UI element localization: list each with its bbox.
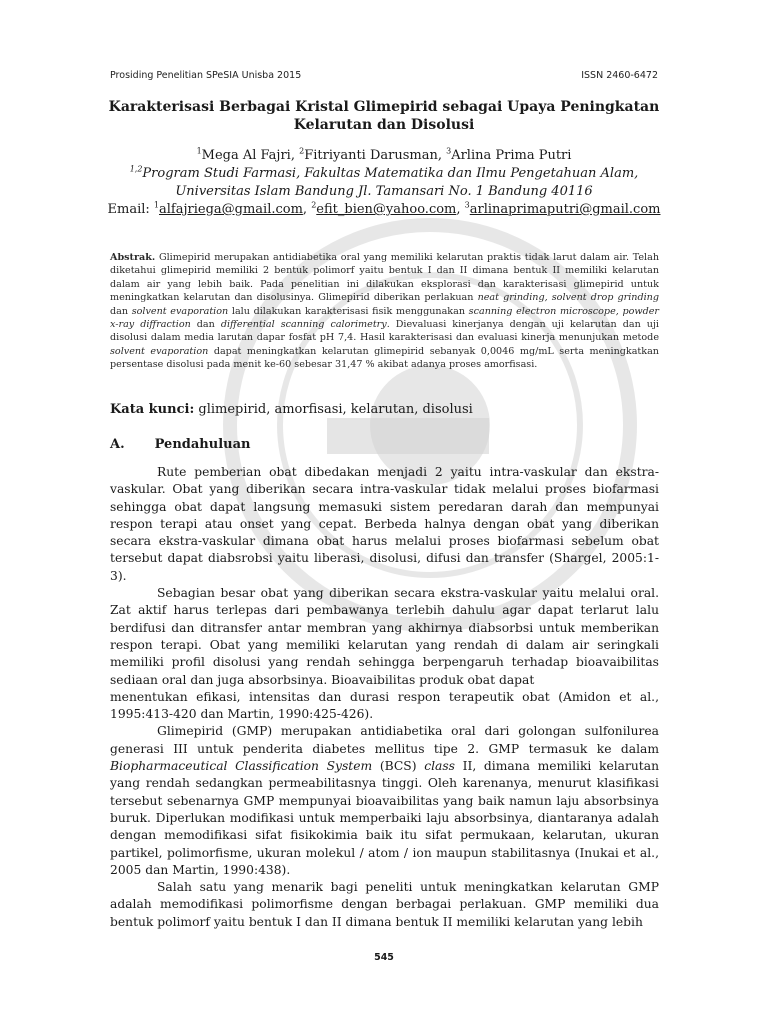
paragraph: Sebagian besar obat yang diberikan secara ekstra-vaskular yaitu melalui oral. Zat aktif harus terlepas dari pembawanya terlebih dahulu agar dapat terlarut lalu berdifusi dan ditransfer antar membran yang akhirnya diabsorbsi untuk memberikan respon terapi. Obat yang memiliki kelarutan yang rendah di dalam air seringkali memiliki profil disolusi yang rendah sehingga berpengaruh terhadap bioavaibilitas sediaan oral dan juga absorbsinya. Bioavaibilitas produk obat dapat (110, 586, 659, 687)
author-names: $^1$Mega Al Fajri, $^2$Fitriyanti Darusman, $^3$Arlina Prima Putri (196, 146, 572, 163)
keywords (110, 402, 659, 417)
paragraph-continuation: menentukan efikasi, intensitas dan durasi respon terapeutik obat (Amidon et al., 1995:413-420 dan Martin, 1990:425-426). (110, 689, 659, 722)
email-link-3[interactable]: arlinaprimaputri@gmail.com (469, 202, 661, 217)
section-title: Pendahuluan (154, 437, 251, 452)
affiliation: $^{1,2}$Program Studi Farmasi, Fakultas Matematika dan Ilmu Pengetahuan Alam, (129, 164, 639, 181)
affiliation-address: Universitas Islam Bandung Jl. Tamansari No. 1 Bandung 40116 (175, 184, 593, 199)
email-line: Email: $^1$alfajriega@gmail.com, $^2$efit_bien@yahoo.com, $^3$arlinaprimaputri@gmail.com (107, 200, 661, 217)
abstract: Abstrak. Glimepirid merupakan antidiabetika oral yang memiliki kelarutan praktis tidak larut dalam air. Telah diketahui glimepirid memiliki 2 bentuk polimorf yaitu bentuk I dan II dimana bentuk II memiliki kelarutan dalam air yang lebih baik. Pada penelitian ini dilakukan eksplorasi dan karakterisasi glimepirid untuk meningkatkan kelarutan dan disolusinya. Glimepirid diberikan perlakuan neat grinding, solvent drop grinding dan solvent evaporation lalu dilakukan karakterisasi fisik menggunakan scanning electron microscope, powder x-ray diffraction dan differential scanning calorimetry. Dievaluasi kinerjanya dengan uji kelarutan dan uji disolusi dalam media larutan dapar fosfat pH 7,4. Hasil karakterisasi dan evaluasi kinerja menunjukan metode solvent evaporation dapat meningkatkan kelarutan glimepirid sebanyak 0,0046 mg/mL serta meningkatkan persentase disolusi pada menit ke-60 sebesar 31,47 % akibat adanya proses amorfisasi. (110, 252, 660, 371)
email-link-1[interactable]: alfajriega@gmail.com (159, 202, 303, 217)
section-number: A. (110, 437, 125, 452)
body-text (110, 464, 659, 931)
paragraph: Rute pemberian obat dibedakan menjadi 2 yaitu intra-vaskular dan ekstra-vaskular. Obat yang diberikan secara intra-vaskular tidak melalui proses biofarmasi sehingga obat dapat langsung memasuki sistem peredaran darah dan mempunyai respon terapi atau onset yang cepat. Berbeda halnya dengan obat yang diberikan secara ekstra-vaskular dimana obat harus melalui proses biofarmasi sebelum obat tersebut dapat diabsrobsi yaitu liberasi, disolusi, difusi dan transfer (Shargel, 2005:1-3). (110, 465, 659, 583)
proceedings-name: Prosiding Penelitian SPeSIA Unisba 2015 (110, 70, 302, 81)
section-heading (110, 437, 250, 452)
author-block (100, 147, 668, 219)
issn: ISSN 2460-6472 (581, 70, 658, 81)
paragraph: Salah satu yang menarik bagi peneliti untuk meningkatkan kelarutan GMP adalah memodifikasi polimorfisme dengan berbagai perlakuan. GMP memiliki dua bentuk polimorf yaitu bentuk I dan II dimana bentuk II memiliki kelarutan yang lebih (110, 880, 659, 929)
keywords-label: Kata kunci: (110, 402, 195, 417)
abstract-label: Abstrak. (110, 252, 156, 263)
keywords-text: glimepirid, amorfisasi, kelarutan, disolusi (194, 402, 473, 417)
email-link-2[interactable]: efit_bien@yahoo.com (316, 202, 457, 217)
page-number: 545 (374, 952, 394, 963)
redaction-box (327, 418, 489, 454)
paragraph: Glimepirid (GMP) merupakan antidiabetika oral dari golongan sulfonilurea generasi III untuk penderita diabetes mellitus tipe 2. GMP termasuk ke dalam Biopharmaceutical Classification System (BCS) class II, dimana memiliki kelarutan yang rendah sedangkan permeabilitasnya tinggi. Oleh karenanya, menurut klasifikasi tersebut sebenarnya GMP mempunyai bioavaibilitas yang baik namun laju absorbsinya buruk. Diperlukan modifikasi untuk memperbaiki laju absorbsinya, diantaranya adalah dengan memodifikasi sifat fisikokimia baik itu sifat permukaan, kelarutan, ukuran partikel, polimorfisme, ukuran molekul / atom / ion maupun stabilitasnya (Inukai et al., 2005 dan Martin, 1990:438). (110, 724, 660, 877)
paper-title: Karakterisasi Berbagai Kristal Glimepirid sebagai Upaya Peningkatan Kelarutan dan Disolusi (108, 99, 660, 133)
running-head (110, 70, 658, 81)
